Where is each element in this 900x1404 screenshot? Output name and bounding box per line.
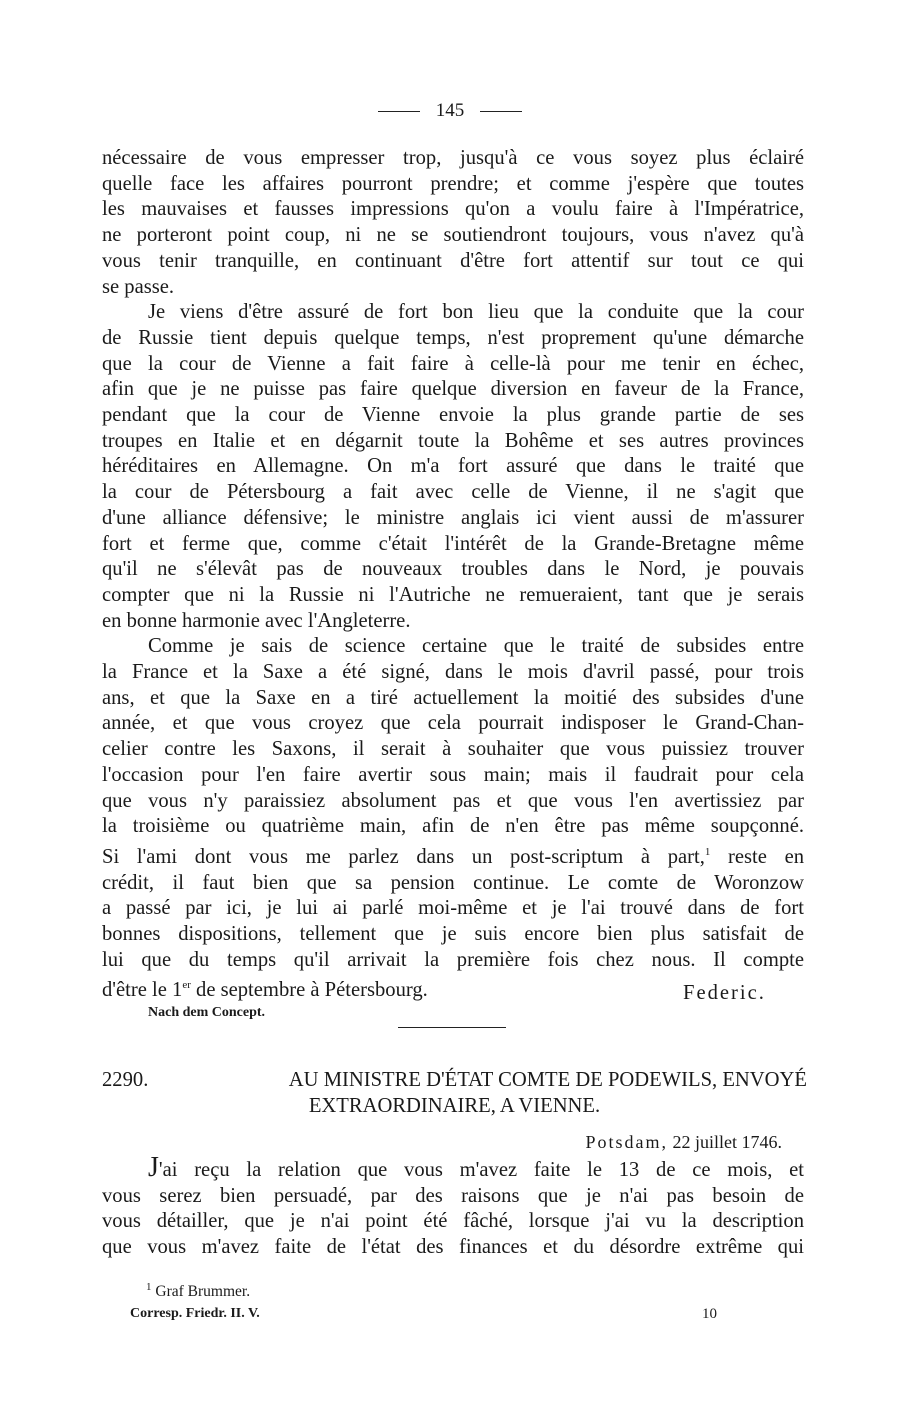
text-line: Comme je sais de science certaine que le traité de subsides entre	[148, 635, 804, 658]
text-line: année, et que vous croyez que cela pourrait indisposer le Grand-Chan-	[102, 712, 804, 735]
text-line: d'une alliance défensive; le ministre anglais ici vient aussi de m'assurer	[102, 506, 804, 529]
page-number: 145	[435, 100, 465, 121]
text-line: la France et la Saxe a été signé, dans le mois d'avril passé, pour trois	[102, 661, 804, 684]
footnote-ref-marker: 1	[704, 845, 711, 858]
text-line: que vous n'y paraissiez absolument pas et que vous l'en avertissiez par	[102, 789, 804, 812]
letter-heading	[102, 1068, 807, 1119]
heading-line-2: EXTRAORDINAIRE, A VIENNE.	[308, 1094, 601, 1117]
footnote-text: Graf Brummer.	[151, 1283, 251, 1301]
text-line: troupes en Italie et en dégarnit toute la Bohême et ses autres provinces	[102, 429, 804, 452]
text-line: ans, et que la Saxe en a tiré actuellement la moitié des subsides d'une	[102, 686, 804, 709]
dateline	[585, 1132, 782, 1153]
dateline-date: 22 juillet 1746.	[668, 1132, 782, 1152]
text-line: en bonne harmonie avec l'Angleterre.	[102, 609, 411, 632]
text-line	[102, 1152, 804, 1184]
date-prefix: d'être le	[102, 979, 173, 1002]
footnote-ref-text: Si l'ami dont vous me parlez dans un post-scriptum à part,	[102, 845, 705, 868]
paragraph-1	[102, 146, 804, 300]
header-rule-right	[480, 111, 522, 112]
ordinal-number: 1	[172, 979, 183, 1002]
text-line: celier contre les Saxons, il serait à souhaiter que vous puissiez trouver	[102, 738, 804, 761]
text-line: lui que du temps qu'il arrivait la première fois chez nous. Il compte	[102, 948, 804, 971]
footer-source: Corresp. Friedr. II. V.	[130, 1306, 260, 1321]
source-note: Nach dem Concept.	[148, 1005, 266, 1020]
text-line: fort et ferme que, comme c'était l'intérêt de la Grande-Bretagne même	[102, 532, 804, 555]
text-line: de Russie tient depuis quelque temps, n'est proprement qu'une démarche	[102, 326, 804, 349]
text-line	[102, 840, 804, 871]
text-line: la troisième ou quatrième main, afin de n'en être pas même soupçonné.	[102, 815, 804, 838]
text-line: quelle face les affaires pourront prendre; et comme j'espère que toutes	[102, 172, 804, 195]
section-divider	[398, 1027, 506, 1028]
text-line: la cour de Pétersbourg a fait avec celle de Vienne, il ne s'agit que	[102, 481, 804, 504]
text-line: bonnes dispositions, tellement que je suis encore bien plus satisfait de	[102, 922, 804, 945]
text-line: vous serez bien persuadé, par des raisons que je n'ai pas besoin de	[102, 1184, 804, 1207]
header-rule-left	[378, 111, 420, 112]
dateline-place: Potsdam,	[585, 1132, 668, 1152]
letter-number: 2290.	[102, 1069, 149, 1091]
date-rest: de septembre à Pétersbourg.	[190, 979, 428, 1002]
text-line: nécessaire de vous empresser trop, jusqu'à ce vous soyez plus éclairé	[102, 147, 804, 169]
initial-letter: J	[148, 1152, 159, 1183]
text-line: afin que je ne puisse pas faire quelque diversion en faveur de la France,	[102, 378, 804, 401]
footnote-marker: 1	[146, 1281, 152, 1293]
text-line: qu'il ne s'élevât pas de nouveaux troubles dans le Nord, je pouvais	[102, 558, 804, 581]
text-line: a passé par ici, je lui ai parlé moi-même et je l'ai trouvé dans de fort	[102, 897, 804, 920]
ordinal-suffix: er	[182, 979, 191, 992]
page-header	[0, 100, 900, 122]
text-line: se passe.	[102, 275, 175, 298]
text-line: vous détailler, que je n'ai point été fâché, lorsque j'ai vu la description	[102, 1210, 804, 1233]
text-line: ne porteront point coup, ni ne se soutiendront toujours, vous n'avez qu'à	[102, 224, 804, 247]
text-line: crédit, il faut bien que sa pension continue. Le comte de Woronzow	[102, 871, 804, 894]
text-line: les mauvaises et fausses impressions qu'on a voulu faire à l'Impératrice,	[102, 198, 804, 221]
text-line: vous tenir tranquille, en continuant d'être fort attentif sur tout ce qui	[102, 249, 804, 272]
footnote	[146, 1281, 250, 1301]
text-line: héréditaires en Allemagne. On m'a fort assuré que dans le traité que	[102, 455, 804, 478]
text-line: que vous m'avez faite de l'état des finances et du désordre extrême qui	[102, 1236, 804, 1259]
text-line: que la cour de Vienne a fait faire à celle-là pour me tenir en échec,	[102, 352, 804, 375]
heading-line-1	[102, 1068, 807, 1094]
text-line: l'occasion pour l'en faire avertir sous main; mais il faudrait pour cela	[102, 763, 804, 786]
signature: Federic.	[683, 982, 766, 1004]
heading-title: AU MINISTRE D'ÉTAT COMTE DE PODEWILS, ENVOYÉ	[288, 1069, 807, 1091]
footnote-ref-tail: reste en	[710, 845, 805, 868]
text-line: Je viens d'être assuré de fort bon lieu que la conduite que la cour	[148, 301, 804, 324]
text-line: pendant que la cour de Vienne envoie la plus grande partie de ses	[102, 404, 804, 427]
paragraph-3	[102, 634, 804, 1004]
text-line: compter que ni la Russie ni l'Autriche ne remueraient, tant que je serais	[102, 583, 804, 606]
letter-body	[102, 1152, 804, 1261]
paragraph-2	[102, 300, 804, 634]
footer-folio: 10	[702, 1306, 717, 1322]
letter-continuation	[102, 146, 804, 1004]
first-line-text: 'ai reçu la relation que vous m'avez faite le 13 de ce mois, et	[158, 1159, 804, 1181]
